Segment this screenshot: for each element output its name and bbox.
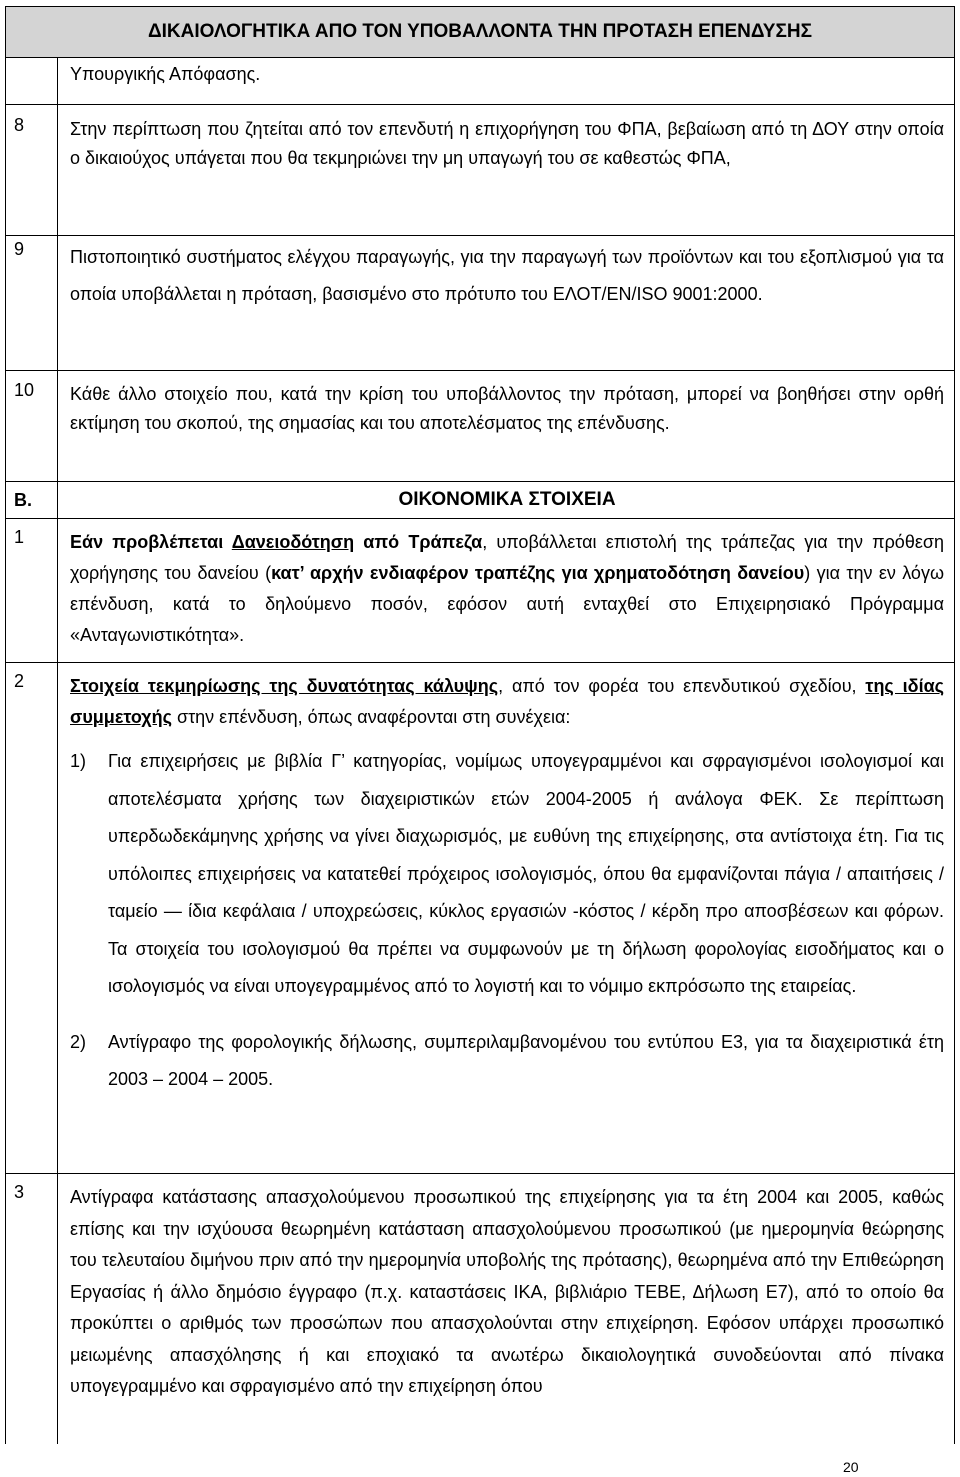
row-number: 3 <box>6 1174 58 1444</box>
table-header: ΔΙΚΑΙΟΛΟΓΗΤΙΚΑ ΑΠΟ ΤΟΝ ΥΠΟΒΑΛΛΟΝΤΑ ΤΗΝ ΠΡΟΤΑΣΗ ΕΠΕΝΔΥΣΗΣ <box>6 7 954 58</box>
table-row-item-10 <box>6 371 954 482</box>
continuation-row <box>6 58 954 105</box>
row-text: Στην περίπτωση που ζητείται από τον επενδυτή η επιχορήγηση του ΦΠΑ, βεβαίωση από τη ΔΟΥ στην οποία ο δικαιούχος υπάγεται που θα τεκμηριώνει την μη υπαγωγή του σε καθεστώς ΦΠΑ, <box>70 119 944 168</box>
sub-item-text: Για επιχειρήσεις με βιβλία Γ’ κατηγορίας, νομίμως υπογεγραμμένοι και σφραγισμένοι ισολογισμοί και αποτελέσματα χρήσης των διαχειριστικών ετών 2004-2005 ή ανάλογα ΦΕΚ. Σε περίπτωση υπερδωδεκάμηνης χρήσης να γίνει διαχωρισμός, με ευθύνη της επιχείρησης, στα αντίστοιχα έτη. Για τις υπόλοιπες επιχειρήσεις να κατατεθεί πρόχειρος ισολογισμός, όπου θα εμφανίζονται πάγια / απαιτήσεις / ταμείο — ίδια κεφάλαια / υποχρεώσεις, κύκλος εργασιών -κόστος / κέρδη προ αποσβέσεων και φόρων. Τα στοιχεία του ισολογισμού θα πρέπει να συμφωνούν με τη δήλωση φορολογίας εισοδήματος και ο ισολογισμός να είναι υπογεγραμμένος από το λογιστή και το νόμιμο εκπρόσωπο της εταιρείας. <box>108 751 944 996</box>
section-number: Β. <box>6 482 58 518</box>
row-number <box>6 58 58 104</box>
sub-item-2 <box>70 1024 944 1098</box>
row-number: 2 <box>6 663 58 1173</box>
section-title: ΟΙΚΟΝΟΜΙΚΑ ΣΤΟΙΧΕΙΑ <box>398 489 616 510</box>
table-row-b2 <box>6 663 954 1174</box>
table-row-b3 <box>6 1174 954 1444</box>
row-text: Αντίγραφα κατάστασης απασχολούμενου προσωπικού της επιχείρησης για τα έτη 2004 και 2005, καθώς επίσης και την ισχύουσα θεωρημένη κατάσταση απασχολούμενου προσωπικού (με ημερομηνία θεώρησης του τελευταίου διμήνου πριν από την ημερομηνία υποβολής της πρότασης), θεωρημένα από την Επιθεώρηση Εργασίας ή άλλο δημόσιο έγγραφο (π.χ. καταστάσεις ΙΚΑ, βιβλιάριο ΤΕΒΕ, Δήλωση Ε7), από το οποίο θα προκύπτει ο αριθμός των προσώπων που απασχολούνται στην επιχείρηση. Εφόσον υπάρχει προσωπικό μειωμένης απασχόλησης ή και εποχιακό τα ανωτέρω δικαιολογητικά συνοδεύονται από πίνακα υπογεγραμμένο και σφραγισμένο από την επιχείρηση όπου <box>70 1187 944 1396</box>
table-row-item-8 <box>6 105 954 236</box>
table-row-item-9 <box>6 236 954 371</box>
table-row-b1 <box>6 519 954 663</box>
row-number: 8 <box>6 105 58 235</box>
row-text: Υπουργικής Απόφασης. <box>70 64 261 84</box>
row-text: Στοιχεία τεκμηρίωσης της δυνατότητας κάλυψης, από τον φορέα του επενδυτικού σχεδίου, της ιδίας συμμετοχής στην επένδυση, όπως αναφέρονται στη συνέχεια: 1) Για επιχειρήσεις με βιβλία Γ’ κατηγορίας, νομίμως υπογεγραμμένοι και σφραγισμένοι ισολογισμοί και αποτελέσματα χρήσης των διαχειριστικών ετών 2004-2005 ή ανάλογα ΦΕΚ. Σε περίπτωση υπερδωδεκάμηνης χρήσης να γίνει διαχωρισμός, με ευθύνη της επιχείρησης, στα αντίστοιχα έτη. Για τις υπόλοιπες επιχειρήσεις να κατατεθεί πρόχειρος ισολογισμός, όπου θα εμφανίζονται πάγια / απαιτήσεις / ταμείο — ίδια κεφάλαια / υποχρεώσεις, κύκλος εργασιών -κόστος / κέρδη προ αποσβέσεων και φόρων. Τα στοιχεία του ισολογισμού θα πρέπει να συμφωνούν με τη δήλωση φορολογίας εισοδήματος και ο ισολογισμός να είναι υπογεγραμμένος από το λογιστή και το νόμιμο εκπρόσωπο της εταιρείας. 2) Αντίγραφο της φορολογικής δήλωσης, συμπεριλαμβανομένου του εντύπου Ε3, για τα διαχειριστικά έτη 2003 – 2004 – 2005. <box>58 663 954 1173</box>
section-b-header-row <box>6 482 954 519</box>
row-number: 9 <box>6 236 58 370</box>
row-text: Πιστοποιητικό συστήματος ελέγχου παραγωγής, για την παραγωγή των προϊόντων και του εξοπλισμού για τα οποία υποβάλλεται η πρόταση, βασισμένο στο πρότυπο του ΕΛΟΤ/EN/ISO 9001:2000. <box>70 247 944 304</box>
sub-item-1 <box>70 743 944 1006</box>
row-number: 10 <box>6 371 58 481</box>
row-text: Εάν προβλέπεται Δανειοδότηση από Τράπεζα, υποβάλλεται επιστολή της τράπεζας για την πρόθεση χορήγησης του δανείου (κατ’ αρχήν ενδιαφέρον τραπέζης για χρηματοδότηση δανείου) για την εν λόγω επένδυση, κατά το δηλούμενο ποσόν, εφόσον αυτή ενταχθεί στο Επιχειρησιακό Πρόγραμμα «Ανταγωνιστικότητα». <box>70 532 945 645</box>
sub-item-label: 2) <box>70 1031 87 1052</box>
row-number: 1 <box>6 519 58 662</box>
sub-item-label: 1) <box>70 751 87 771</box>
sub-item-text: Αντίγραφο της φορολογικής δήλωσης, συμπεριλαμβανομένου του εντύπου Ε3, για τα διαχειριστικά έτη 2003 – 2004 – 2005. <box>108 1031 944 1089</box>
row-text: Κάθε άλλο στοιχείο που, κατά την κρίση του υποβάλλοντος την πρόταση, μπορεί να βοηθήσει στην ορθή εκτίμηση του σκοπού, της σημασίας και του αποτελέσματος της επένδυσης. <box>70 384 944 433</box>
page-number: 20 <box>843 1459 859 1475</box>
document-table <box>5 6 955 1444</box>
